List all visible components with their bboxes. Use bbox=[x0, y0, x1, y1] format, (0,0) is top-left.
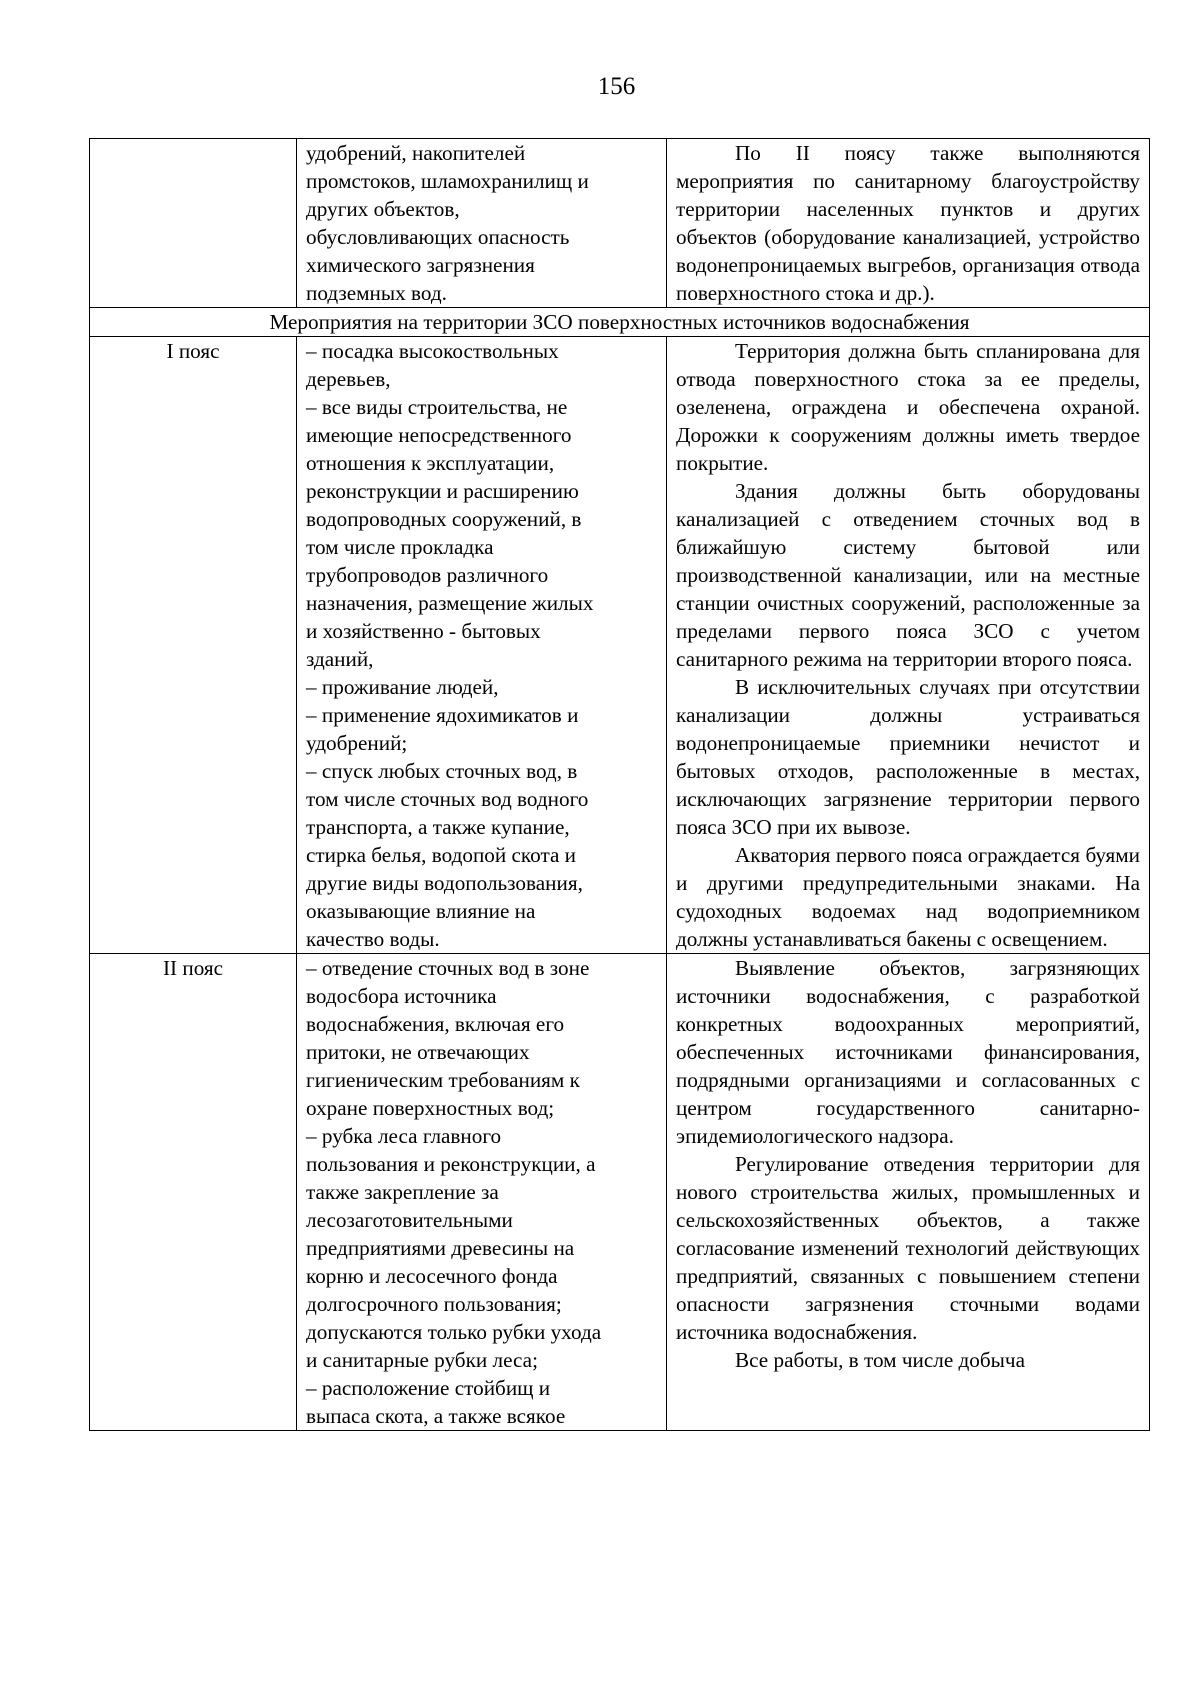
prohibitions-cell: – посадка высокоствольных деревьев, – все виды строительства, не имеющие непосредственного отношения к эксплуатации, реконструкции и расширению водопроводных сооружений, в том числе прокладка трубопроводов различного назначения, размещение жилых и хозяйственно - бытовых зданий, – проживание людей, – применение ядохимикатов и удобрений; – спуск любых сточных вод, в том числе сточных вод водного транспорта, а также купание, стирка белья, водопой скота и другие виды водопользования, оказывающие влияние на качество воды. bbox=[297, 337, 667, 954]
table-row-continuation bbox=[90, 139, 1150, 308]
table-row-zone-2 bbox=[90, 954, 1150, 1431]
measure-paragraph: По II поясу также выполняются мероприятия по санитарному благоустройству территории населенных пунктов и других объектов (оборудование канализацией, устройство водонепроницаемых выгребов, организация отвода поверхностного стока и др.). bbox=[676, 141, 1140, 305]
measures-cell bbox=[667, 139, 1150, 308]
prohibitions-cell: удобрений, накопителей промстоков, шламохранилищ и других объектов, обусловливающих опасность химического загрязнения подземных вод. bbox=[297, 139, 667, 308]
measure-paragraph: Регулирование отведения территории для нового строительства жилых, промышленных и сельскохозяйственных объектов, а также согласование изменений технологий действующих предприятий, связанных с повышением степени опасности загрязнения сточными водами источника водоснабжения. bbox=[676, 1152, 1140, 1344]
measures-table bbox=[89, 138, 1150, 1431]
prohibitions-cell: – отведение сточных вод в зоне водосбора источника водоснабжения, включая его притоки, не отвечающих гигиеническим требованиям к охране поверхностных вод; – рубка леса главного пользования и реконструкции, а также закрепление за лесозаготовительными предприятиями древесины на корню и лесосечного фонда долгосрочного пользования; допускаются только рубки ухода и санитарные рубки леса; – расположение стойбищ и выпаса скота, а также всякое bbox=[297, 954, 667, 1431]
measure-paragraph: В исключительных случаях при отсутствии канализации должны устраиваться водонепроницаемые приемники нечистот и бытовых отходов, расположенные в местах, исключающих загрязнение территории первого пояса ЗСО при их вывозе. bbox=[676, 675, 1140, 839]
zone-cell: II пояс bbox=[90, 954, 297, 1431]
measure-paragraph: Акватория первого пояса ограждается буями и другими предупредительными знаками. На судоходных водоемах над водоприемником должны устанавливаться бакены с освещением. bbox=[676, 843, 1140, 951]
zone-cell bbox=[90, 139, 297, 308]
measure-paragraph: Все работы, в том числе добыча bbox=[735, 1348, 1025, 1372]
measures-cell bbox=[667, 954, 1150, 1431]
measures-cell bbox=[667, 337, 1150, 954]
measure-paragraph: Территория должна быть спланирована для отвода поверхностного стока за ее пределы, озеленена, ограждена и обеспечена охраной. Дорожки к сооружениям должны иметь твердое покрытие. bbox=[676, 339, 1140, 475]
page-number: 156 bbox=[597, 73, 636, 100]
zone-cell: I пояс bbox=[90, 337, 297, 954]
section-header: Мероприятия на территории ЗСО поверхностных источников водоснабжения bbox=[90, 308, 1150, 337]
measure-paragraph: Здания должны быть оборудованы канализацией с отведением сточных вод в ближайшую систему бытовой или производственной канализации, или на местные станции очистных сооружений, расположенные за пределами первого пояса ЗСО с учетом санитарного режима на территории второго пояса. bbox=[676, 479, 1140, 671]
section-header-row bbox=[90, 308, 1150, 337]
measure-paragraph: Выявление объектов, загрязняющих источники водоснабжения, с разработкой конкретных водоохранных мероприятий, обеспеченных источниками финансирования, подрядными организациями и согласованных с центром государственного санитарно-эпидемиологического надзора. bbox=[676, 956, 1140, 1148]
table-row-zone-1 bbox=[90, 337, 1150, 954]
